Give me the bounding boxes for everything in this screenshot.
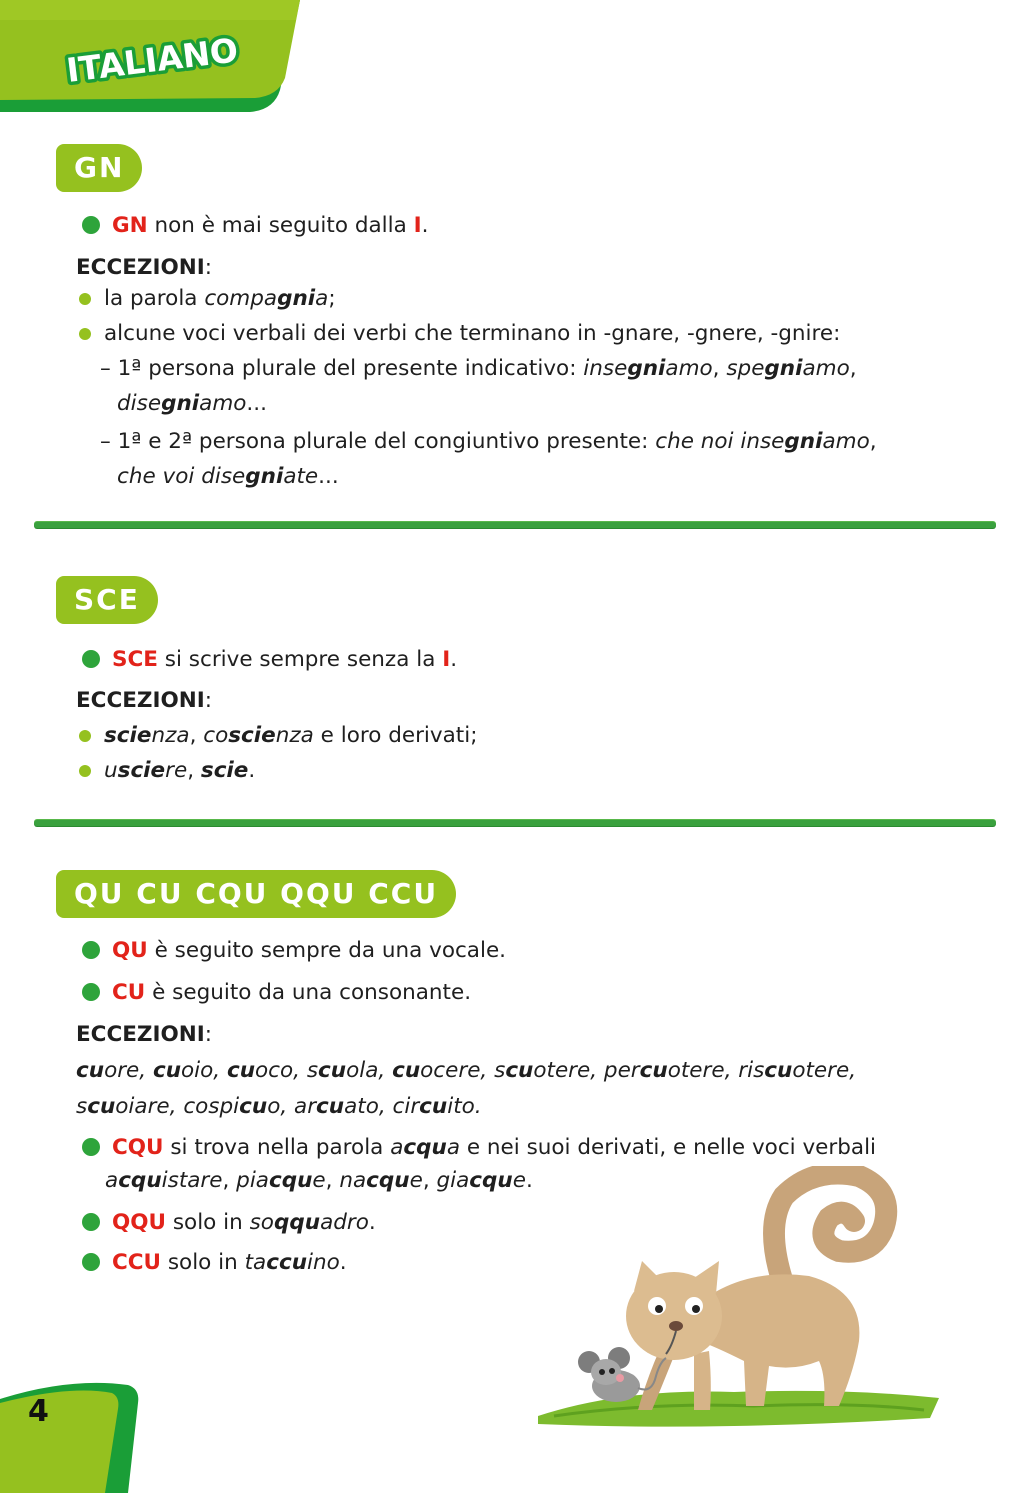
word-fragment: o, (267, 1094, 295, 1119)
word-fragment: per (603, 1058, 640, 1083)
word-fragment: ocere, (420, 1058, 495, 1083)
word-fragment: a (105, 1168, 119, 1193)
cu-exceptions-line2 (76, 1092, 482, 1122)
word-fragment: , (325, 1168, 340, 1193)
bullet-icon (82, 1213, 100, 1231)
word-fragment: . (525, 1168, 533, 1193)
word-fragment: , (422, 1168, 437, 1193)
cat-tail (774, 1174, 886, 1287)
bullet-icon (79, 293, 91, 305)
word-fragment: s (494, 1058, 506, 1083)
word-fragment: e (512, 1168, 526, 1193)
mouse-head (591, 1359, 621, 1385)
gn-exception-2: alcune voci verbali dei verbi che terminano in -gnare, -gnere, -gnire: (76, 319, 840, 349)
word-fragment: s (76, 1094, 88, 1119)
subject-title: ITALIANO (64, 30, 241, 90)
word-fragment: cqu (469, 1168, 513, 1193)
word-fragment: cu (392, 1058, 421, 1083)
word-fragment: cu (226, 1058, 256, 1083)
gn-sub-2-line1: – 1ª e 2ª persona plurale del congiuntivo presente: che noi insegniamo, (100, 429, 877, 454)
bullet-icon (82, 1253, 100, 1271)
ccu-rule: CCU solo in taccuino. (82, 1248, 347, 1278)
word-fragment: ar (294, 1094, 317, 1119)
word-fragment: cospi (183, 1094, 240, 1119)
bullet-icon (79, 730, 91, 742)
cu-exceptions-line1 (76, 1056, 856, 1086)
word-fragment: cu (764, 1058, 793, 1083)
word-fragment: cqu (366, 1168, 410, 1193)
word-fragment: cu (505, 1058, 534, 1083)
word-fragment: pia (236, 1168, 269, 1193)
page-number-tab (0, 1373, 150, 1493)
word-fragment: otere, (533, 1058, 604, 1083)
word-fragment: ito. (447, 1094, 482, 1119)
word-fragment: gia (436, 1168, 470, 1193)
gn-rule: GN non è mai seguito dalla I. (82, 211, 428, 241)
word-fragment: ris (738, 1058, 765, 1083)
sce-exception-1: scienza, coscienza e loro derivati; (76, 721, 477, 751)
word-fragment: oiare, (115, 1094, 184, 1119)
bullet-icon (82, 1138, 100, 1156)
section-badge-qu: QU CU CQU QQU CCU (56, 870, 456, 918)
cat-mouse-illustration (534, 1166, 944, 1436)
word-fragment: cu (76, 1058, 105, 1083)
word-fragment: ola, (346, 1058, 393, 1083)
cqu-rule-line2 (105, 1166, 533, 1196)
bullet-icon (82, 941, 100, 959)
qu-rule: QU è seguito sempre da una vocale. (82, 936, 506, 966)
section-badge-sce: SCE (56, 576, 158, 624)
word-fragment: istare (161, 1168, 223, 1193)
word-fragment: e (409, 1168, 423, 1193)
bullet-icon (82, 216, 100, 234)
word-fragment: cqu (268, 1168, 313, 1193)
word-fragment: ato, (344, 1094, 393, 1119)
section-divider (34, 820, 996, 826)
gn-sub-2-line2: che voi disegniate... (117, 464, 339, 489)
word-fragment: cu (87, 1094, 116, 1119)
qu-exceptions-label: ECCEZIONI: (76, 1022, 213, 1047)
sce-rule: SCE si scrive sempre senza la I. (82, 645, 457, 675)
word-fragment: cu (639, 1058, 668, 1083)
bullet-icon (79, 765, 91, 777)
word-fragment: cu (239, 1094, 268, 1119)
word-fragment: cir (392, 1094, 420, 1119)
word-fragment: oio, (181, 1058, 227, 1083)
word-fragment: otere, (667, 1058, 739, 1083)
word-fragment: na (339, 1168, 367, 1193)
word-fragment: s (306, 1058, 319, 1083)
word-fragment: cqu (118, 1168, 162, 1193)
gn-exception-1: la parola compagnia; (76, 284, 336, 314)
gn-exceptions-label: ECCEZIONI: (76, 255, 213, 280)
word-fragment: otere, (792, 1058, 857, 1083)
cat-front-leg (694, 1351, 711, 1410)
gn-sub-1-line2: disegniamo... (117, 391, 267, 416)
qqu-rule: QQU solo in soqquadro. (82, 1208, 376, 1238)
word-fragment: cu (316, 1094, 345, 1119)
cqu-rule: CQU si trova nella parola acqua e nei suoi derivati, e nelle voci verbali (82, 1133, 876, 1163)
sce-exceptions-label: ECCEZIONI: (76, 688, 213, 713)
word-fragment: cu (419, 1094, 448, 1119)
word-fragment: oco, (255, 1058, 307, 1083)
cu-rule: CU è seguito da una consonante. (82, 978, 471, 1008)
bullet-icon (82, 983, 100, 1001)
word-fragment: , (222, 1168, 237, 1193)
bullet-icon (79, 328, 91, 340)
section-badge-gn: GN (56, 144, 142, 192)
word-fragment: cu (318, 1058, 347, 1083)
word-fragment: cu (152, 1058, 182, 1083)
sce-exception-2: usciere, scie. (76, 756, 255, 786)
section-divider (34, 522, 996, 528)
word-fragment: e (312, 1168, 326, 1193)
word-fragment: ore, (104, 1058, 153, 1083)
cat-nose (669, 1321, 683, 1331)
bullet-icon (82, 650, 100, 668)
gn-sub-1-line1: – 1ª persona plurale del presente indicativo: insegniamo, spegniamo, (100, 356, 857, 381)
page-number: 4 (28, 1394, 49, 1429)
